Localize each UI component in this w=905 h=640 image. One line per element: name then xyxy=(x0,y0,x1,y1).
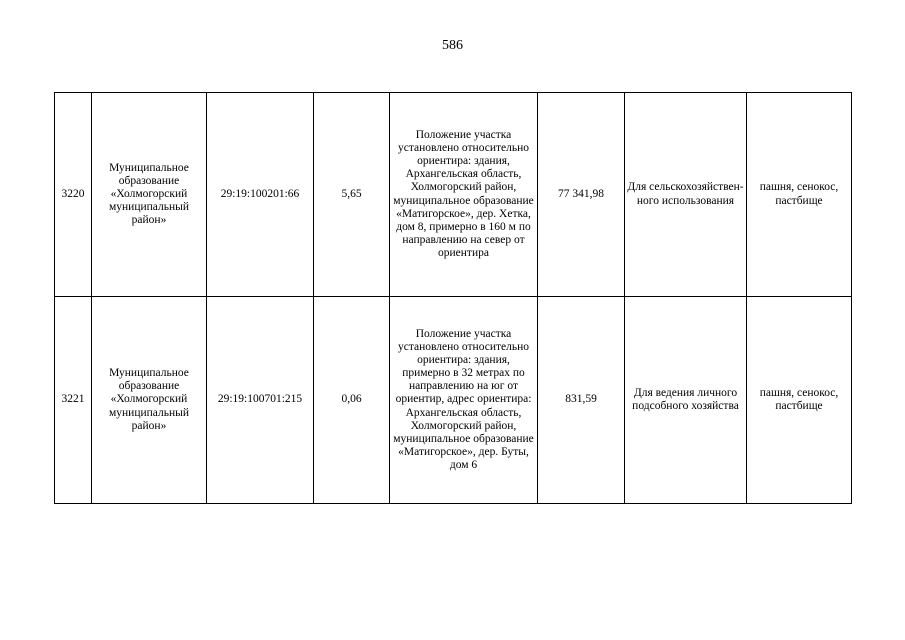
cell-area: 5,65 xyxy=(314,93,390,297)
cell-location: Положение участка установлено относительно ориентира: здания, Архангельская область, Холмогорский район, муниципальное образование «Матигорское», дер. Хетка, дом 8, примерно в 160 м по направлению на север от ориентира xyxy=(390,93,538,297)
table-row xyxy=(55,93,852,297)
cell-purpose: Для сельскохозяйствен-ного использования xyxy=(625,93,747,297)
cell-cadastral-number: 29:19:100701:215 xyxy=(207,297,314,504)
cell-usage: пашня, сенокос, пастбище xyxy=(747,297,852,504)
cell-id: 3221 xyxy=(55,297,92,504)
page-number: 586 xyxy=(442,38,463,53)
land-plots-table xyxy=(54,92,852,504)
cell-area: 0,06 xyxy=(314,297,390,504)
table-row xyxy=(55,297,852,504)
cell-owner: Муниципальное образование «Холмогорский муниципальный район» xyxy=(92,297,207,504)
cell-owner: Муниципальное образование «Холмогорский муниципальный район» xyxy=(92,93,207,297)
cell-id: 3220 xyxy=(55,93,92,297)
cell-cadastral-number: 29:19:100201:66 xyxy=(207,93,314,297)
cell-value: 831,59 xyxy=(538,297,625,504)
cell-location: Положение участка установлено относительно ориентира: здания, примерно в 32 метрах по направлению на юг от ориентир, адрес ориентира: Архангельская область, Холмогорский район, муниципальное образование «Матигорское», дер. Буты, дом 6 xyxy=(390,297,538,504)
cell-usage: пашня, сенокос, пастбище xyxy=(747,93,852,297)
cell-purpose: Для ведения личного подсобного хозяйства xyxy=(625,297,747,504)
cell-value: 77 341,98 xyxy=(538,93,625,297)
